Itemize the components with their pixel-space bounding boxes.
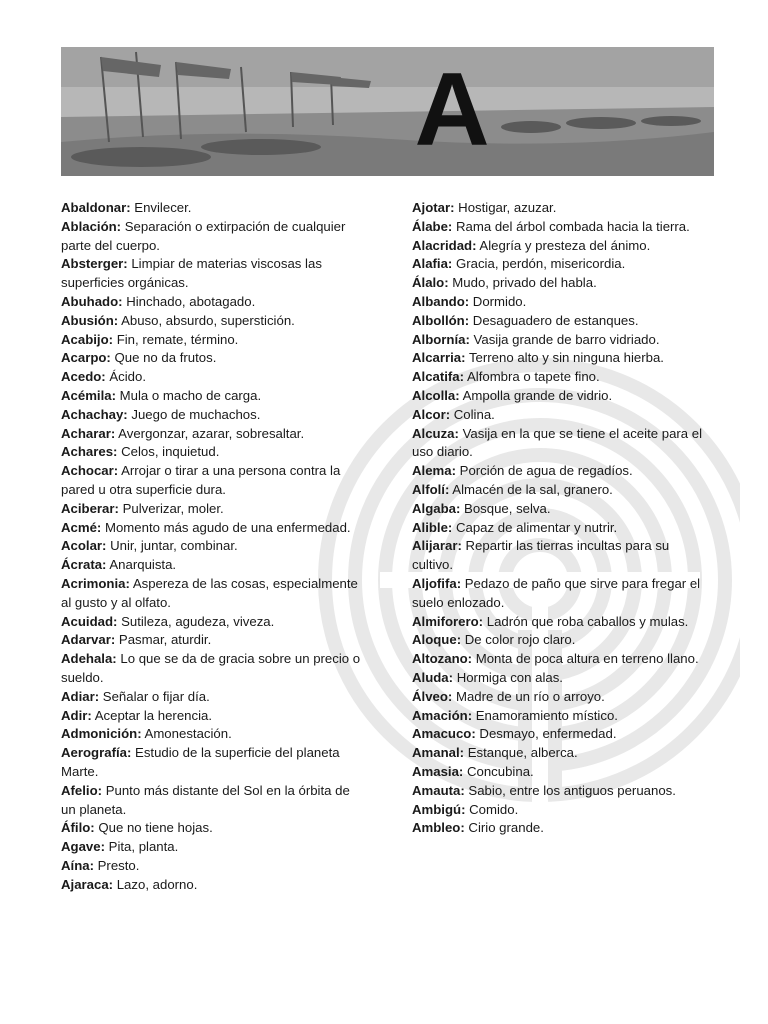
entry-term: Ablación:	[61, 218, 122, 234]
entry-term: Alcuza:	[412, 425, 459, 441]
entry	[412, 631, 712, 650]
entry	[412, 199, 712, 218]
entry-term: Absterger:	[61, 256, 128, 272]
entry-term: Alijarar:	[412, 538, 462, 554]
entry-definition: Terreno alto y sin ninguna hierba.	[465, 350, 664, 366]
entry-term: Acmé:	[61, 519, 102, 535]
entry-term: Altozano:	[412, 651, 473, 667]
entry-term: Alfolí:	[412, 481, 450, 497]
entry-term: Abaldonar:	[61, 200, 131, 215]
entry-definition: Hinchado, abotagado.	[122, 293, 256, 309]
entry-term: Amación:	[412, 707, 473, 723]
entry-term: Abusión:	[61, 312, 119, 328]
entry-term: Amasia:	[412, 763, 464, 779]
entry-definition: Bosque, selva.	[460, 500, 551, 516]
entry-definition: Separación o extirpación de cualquier parte del cuerpo.	[61, 218, 346, 253]
entry-definition: Pulverizar, moler.	[118, 500, 224, 516]
entry	[412, 819, 712, 838]
entry-definition: Avergonzar, azarar, sobresaltar.	[115, 425, 305, 441]
entry-definition: Monta de poca altura en terreno llano.	[472, 651, 699, 667]
entry	[412, 744, 712, 763]
entry	[412, 725, 712, 744]
entry	[61, 406, 361, 425]
entry	[61, 688, 361, 707]
entry-term: Achocar:	[61, 463, 119, 479]
entry	[412, 500, 712, 519]
entry-definition: Estanque, alberca.	[464, 745, 578, 761]
entry-term: Ambleo:	[412, 820, 465, 836]
entry-definition: Arrojar o tirar a una persona contra la pared u otra superficie dura.	[61, 463, 341, 497]
entry	[412, 707, 712, 726]
entry	[61, 782, 361, 820]
entry-definition: Lazo, adorno.	[113, 876, 198, 892]
entry-term: Aerografía:	[61, 745, 132, 761]
entry	[412, 782, 712, 801]
entry	[412, 387, 712, 406]
entry	[61, 744, 361, 782]
entry	[61, 443, 361, 462]
entry-term: Achachay:	[61, 406, 128, 422]
entry	[412, 613, 712, 632]
entry-definition: Sutileza, agudeza, viveza.	[117, 613, 275, 629]
entry-term: Admonición:	[61, 726, 142, 742]
entry-term: Amauta:	[412, 782, 465, 798]
entry-term: Achares:	[61, 444, 118, 460]
entry	[61, 857, 361, 876]
left-column	[61, 199, 361, 894]
entry-term: Acabijo:	[61, 331, 114, 347]
entry-term: Abuhado:	[61, 293, 123, 309]
entry-definition: Pita, planta.	[104, 839, 179, 855]
entry	[61, 838, 361, 857]
entry-term: Acedo:	[61, 369, 106, 385]
entry	[61, 425, 361, 444]
entry	[412, 255, 712, 274]
entry-definition: Almacén de la sal, granero.	[449, 481, 613, 497]
entry	[61, 368, 361, 387]
entry	[412, 312, 712, 331]
entry	[412, 331, 712, 350]
entry	[61, 462, 361, 500]
entry	[412, 669, 712, 688]
entry-term: Albando:	[412, 293, 470, 309]
entry	[61, 387, 361, 406]
entry	[61, 519, 361, 538]
entry	[61, 876, 361, 895]
entry	[61, 537, 361, 556]
entry-term: Acuidad:	[61, 613, 118, 629]
entry	[412, 763, 712, 782]
entry-term: Acolar:	[61, 538, 107, 554]
entry-definition: Punto más distante del Sol en la órbita de un planeta.	[61, 782, 350, 817]
entry-term: Algaba:	[412, 500, 461, 516]
entry-definition: Fin, remate, término.	[113, 331, 239, 347]
entry-definition: Rama del árbol combada hacia la tierra.	[452, 218, 690, 234]
entry	[412, 406, 712, 425]
entry-definition: Ácido.	[105, 369, 147, 385]
entry	[412, 688, 712, 707]
entry	[412, 425, 712, 463]
entry	[412, 218, 712, 237]
entry-definition: Concubina.	[463, 763, 534, 779]
entry-definition: Dormido.	[469, 293, 527, 309]
entry-definition: Celos, inquietud.	[117, 444, 220, 460]
entry-definition: Presto.	[93, 857, 140, 873]
entry-definition: Madre de un río o arroyo.	[452, 688, 605, 704]
entry-definition: Aspereza de las cosas, especialmente al gusto y al olfato.	[61, 575, 358, 610]
entry-term: Acarpo:	[61, 350, 111, 366]
banner-photo	[61, 47, 714, 176]
entry-term: Aciberar:	[61, 500, 119, 516]
header-banner	[61, 47, 714, 176]
entry-definition: Desmayo, enfermedad.	[475, 726, 617, 742]
entry	[412, 293, 712, 312]
entry-term: Adir:	[61, 707, 92, 723]
entry-term: Amanal:	[412, 745, 465, 761]
entry-definition: Amonestación.	[141, 726, 232, 742]
entry-term: Álalo:	[412, 275, 449, 291]
entry-definition: Desaguadero de estanques.	[469, 312, 639, 328]
entry-term: Albollón:	[412, 312, 470, 328]
entry	[61, 349, 361, 368]
entry-definition: Capaz de alimentar y nutrir.	[452, 519, 618, 535]
entry-definition: Alegría y presteza del ánimo.	[476, 237, 651, 253]
entry	[412, 462, 712, 481]
entry-term: Ácrata:	[61, 557, 107, 573]
entry-term: Alible:	[412, 519, 453, 535]
entry-term: Adehala:	[61, 651, 117, 667]
entry-term: Afelio:	[61, 782, 103, 798]
entry	[412, 368, 712, 387]
entry-definition: Pedazo de paño que sirve para fregar el suelo enlozado.	[412, 575, 701, 610]
entry	[61, 725, 361, 744]
entry-term: Ajaraca:	[61, 876, 114, 892]
section-letter: A	[414, 52, 488, 168]
entry-definition: Abuso, absurdo, superstición.	[118, 312, 295, 328]
entry	[412, 481, 712, 500]
entry-term: Agave:	[61, 839, 105, 855]
entry-term: Alcatifa:	[412, 369, 465, 385]
entry	[61, 650, 361, 688]
entry-definition: Limpiar de materias viscosas las superficies orgánicas.	[61, 256, 322, 291]
entry-term: Adarvar:	[61, 632, 116, 648]
entry	[61, 500, 361, 519]
entry	[61, 819, 361, 838]
entry-definition: Repartir las tierras incultas para su cultivo.	[412, 538, 670, 573]
entry	[412, 237, 712, 256]
entry-term: Alcarria:	[412, 350, 466, 366]
entry-term: Acrimonia:	[61, 575, 130, 591]
entry-definition: Unir, juntar, combinar.	[106, 538, 238, 554]
entry-definition: Envilecer.	[130, 200, 192, 215]
entry-definition: Sabio, entre los antiguos peruanos.	[464, 782, 676, 798]
entry	[61, 293, 361, 312]
entry-term: Albornía:	[412, 331, 470, 347]
entry-term: Alema:	[412, 463, 456, 479]
entry-term: Áfilo:	[61, 820, 95, 836]
entry-term: Acharar:	[61, 425, 116, 441]
entry-definition: Mudo, privado del habla.	[448, 275, 597, 291]
entry	[61, 331, 361, 350]
entry-definition: Pasmar, aturdir.	[115, 632, 212, 648]
entry-definition: Lo que se da de gracia sobre un precio o sueldo.	[61, 651, 361, 685]
entry-term: Alcolla:	[412, 387, 460, 403]
entry-definition: Estudio de la superficie del planeta Marte.	[61, 745, 340, 779]
entry	[61, 556, 361, 575]
entry-term: Álveo:	[412, 688, 453, 704]
entry-term: Ajotar:	[412, 200, 455, 215]
entry-term: Alcor:	[412, 406, 451, 422]
entry	[412, 650, 712, 669]
entry-definition: De color rojo claro.	[461, 632, 576, 648]
entry	[412, 575, 712, 613]
entry-definition: Que no da frutos.	[110, 350, 217, 366]
entry-definition: Que no tiene hojas.	[94, 820, 213, 836]
entry-definition: Vasija en la que se tiene el aceite para el uso diario.	[412, 425, 703, 460]
entry-definition: Hostigar, azuzar.	[454, 200, 557, 215]
entry-term: Acémila:	[61, 387, 116, 403]
entry-definition: Enamoramiento místico.	[472, 707, 618, 723]
right-column	[412, 199, 712, 838]
entry-term: Aloque:	[412, 632, 462, 648]
entry	[412, 349, 712, 368]
entry	[61, 613, 361, 632]
entry	[61, 255, 361, 293]
entry-term: Aluda:	[412, 669, 454, 685]
entry-definition: Aceptar la herencia.	[91, 707, 213, 723]
entry	[61, 312, 361, 331]
entry-definition: Momento más agudo de una enfermedad.	[101, 519, 351, 535]
entry	[412, 537, 712, 575]
entry-definition: Gracia, perdón, misericordia.	[452, 256, 626, 272]
entry-definition: Colina.	[450, 406, 495, 422]
entry-term: Amacuco:	[412, 726, 476, 742]
entry	[61, 199, 361, 218]
entry-definition: Porción de agua de regadíos.	[455, 463, 633, 479]
entry	[412, 801, 712, 820]
entry	[61, 575, 361, 613]
entry-term: Alafia:	[412, 256, 453, 272]
entry-definition: Alfombra o tapete fino.	[464, 369, 600, 385]
entry	[61, 218, 361, 256]
entry-term: Álabe:	[412, 218, 453, 234]
entry-definition: Señalar o fijar día.	[99, 688, 210, 704]
entry-definition: Ampolla grande de vidrio.	[459, 387, 613, 403]
entry-definition: Hormiga con alas.	[453, 669, 563, 685]
entry-definition: Cirio grande.	[464, 820, 544, 836]
entry-term: Adiar:	[61, 688, 100, 704]
entry-term: Alacridad:	[412, 237, 477, 253]
entry-definition: Mula o macho de carga.	[115, 387, 262, 403]
entry-definition: Vasija grande de barro vidriado.	[469, 331, 660, 347]
entry-term: Almiforero:	[412, 613, 484, 629]
entry-term: Aína:	[61, 857, 94, 873]
entry	[412, 274, 712, 293]
entry-term: Aljofifa:	[412, 575, 462, 591]
entry-term: Ambigú:	[412, 801, 466, 817]
entry-definition: Ladrón que roba caballos y mulas.	[483, 613, 689, 629]
entry-definition: Anarquista.	[106, 557, 177, 573]
entry	[412, 519, 712, 538]
entry-definition: Comido.	[465, 801, 519, 817]
entry-definition: Juego de muchachos.	[127, 406, 261, 422]
entry	[61, 707, 361, 726]
entry	[61, 631, 361, 650]
